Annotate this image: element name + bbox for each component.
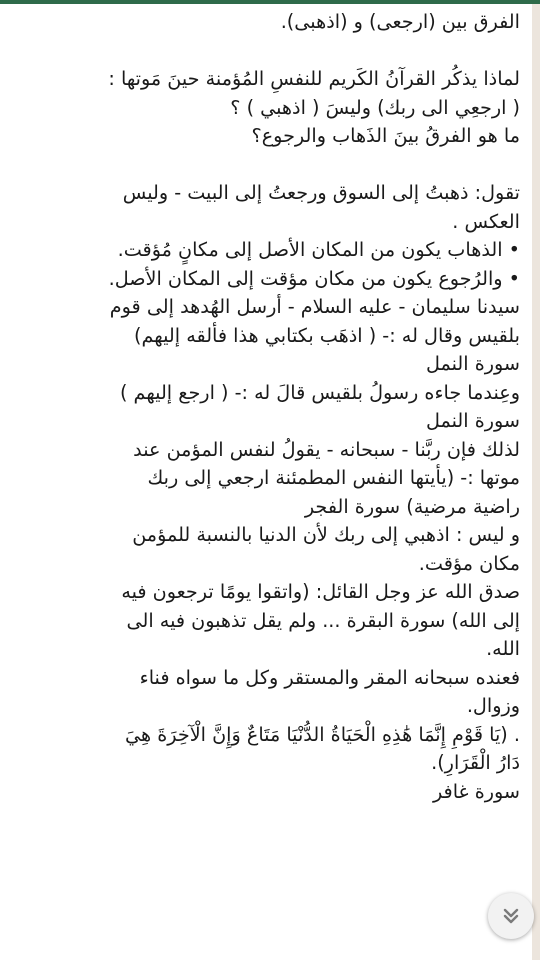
message-line: العكس . xyxy=(452,209,520,233)
message-line: سيدنا سليمان - عليه السلام - أرسل الهُدهد إلى قوم xyxy=(109,295,520,318)
message-line: تقول: ذهبتُ إلى السوق ورجعتُ إلى البيت - وليس xyxy=(122,181,520,204)
message-line: لذلك فإن ربَّنا - سبحانه - يقولُ لنفس المؤمن عند xyxy=(133,437,520,461)
message-line: • والرُجوع يكون من مكان مؤقت إلى المكان الأصل. xyxy=(108,266,520,290)
message-line: سورة النمل xyxy=(426,409,520,432)
message-line: سورة غافر xyxy=(432,779,520,803)
message-line: سورة النمل xyxy=(426,352,520,375)
message-line: صدق الله عز وجل القائل: (واتقوا يومًا ترجعون فيه xyxy=(121,580,520,603)
message-line: لماذا يذكُر القرآنُ الكَريم للنفسِ المُؤمنة حينَ مَوتها : xyxy=(108,67,520,90)
message-line: وعِندما جاءه رسولُ بلقيس قالَ له :- ( ارجع إليهم ) xyxy=(119,380,520,404)
message-line: وزوال. xyxy=(466,694,520,717)
message-line: دَارُ الْقَرَارِ). xyxy=(431,751,520,774)
message-line: راضية مرضية) سورة الفجر xyxy=(304,494,520,518)
chevron-double-down-icon xyxy=(500,905,522,927)
blank-line xyxy=(12,37,520,66)
message-bubble[interactable] xyxy=(0,4,532,960)
message-line: و ليس : اذهبي إلى ربك لأن الدنيا بالنسبة للمؤمن xyxy=(132,523,520,546)
message-line: فعنده سبحانه المقر والمستقر وكل ما سواه فناء xyxy=(139,665,520,689)
message-text xyxy=(12,8,520,806)
message-line: موتها :- (يأيتها النفس المطمئنة ارجعي إلى ربك xyxy=(147,466,520,489)
message-line: بلقيس وقال له :- ( اذهَب بكتابي هذا فألقه إليهم) xyxy=(134,323,520,347)
scroll-to-bottom-button[interactable] xyxy=(488,893,534,939)
message-line: الفرق بين (ارجعى) و (اذهبى). xyxy=(280,10,520,33)
message-line: الله. xyxy=(486,637,520,660)
message-line: ( ارجعِي الى ربك) وليسَ ( اذهبي ) ؟ xyxy=(230,95,520,119)
message-line: إلى الله) سورة البقرة ... ولم يقل تذهبون فيه الى xyxy=(126,608,520,632)
message-line: • الذهاب يكون من المكان الأصل إلى مكانٍ مُؤقت. xyxy=(117,238,520,261)
message-line: مكان مؤقت. xyxy=(418,551,520,575)
message-line: . (يَا قَوْمِ إِنَّمَا هَٰذِهِ الْحَيَاةُ الدُّنْيَا مَتَاعٌ وَإِنَّ الْآخِرَةَ هِيَ xyxy=(125,722,520,746)
blank-line xyxy=(12,151,520,180)
message-line: ما هو الفرقُ بينَ الذَهاب والرجوع؟ xyxy=(251,124,520,147)
